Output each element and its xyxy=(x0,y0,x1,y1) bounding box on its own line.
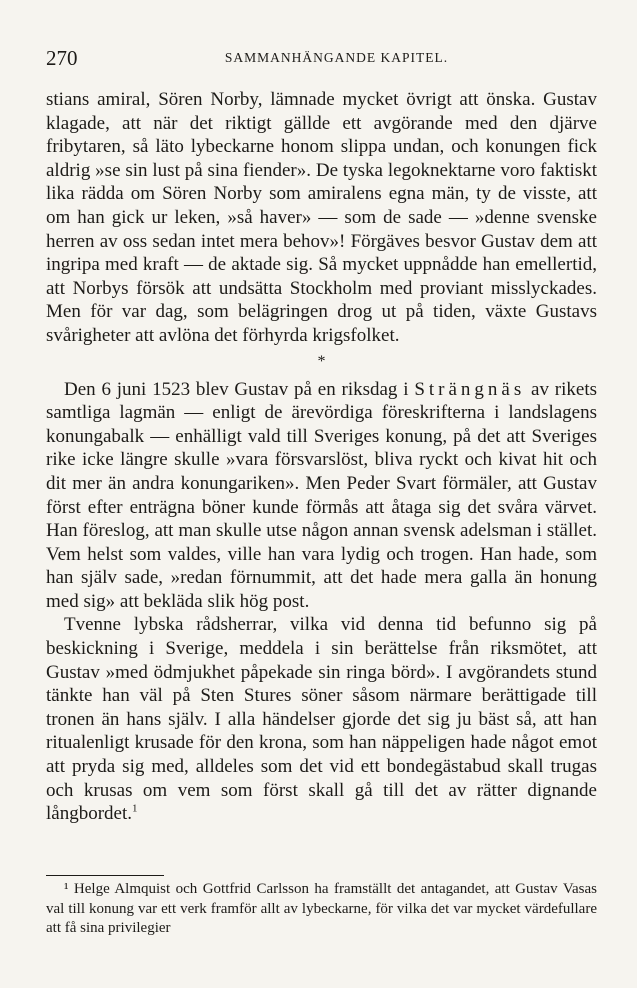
page-header xyxy=(46,46,597,72)
paragraph-riksdag xyxy=(46,378,597,614)
body-text xyxy=(46,88,597,826)
footnote-divider xyxy=(46,875,164,876)
paragraph-radsherrar xyxy=(46,613,597,825)
footnote xyxy=(46,880,597,939)
running-head: SAMMANHÄNGANDE KAPITEL. xyxy=(224,50,449,65)
paragraph-radsherrar-text: Tvenne lybska rådsherrar, vilka vid denna tid befunno sig på beskickning i Sverige, meddela i sin berättelse från riksmötet, att Gustav »med ödmjukhet påpekade sin ringa börd». I avgörandets stund tänkte han väl på Sten Stures söner såsom närmare berättigade till tronen än hans själv. I alla händelser gjorde det sig ju bäst så, att han ritualenligt krusade för den krona, som han näppeligen hade något emot att pryda sig med, alldeles som det vid ett bondegästabud skall trugas och krusas om vem som först skall gå till det av rätter dignande långbordet. xyxy=(46,614,597,825)
page-number: 270 xyxy=(46,46,78,70)
paragraph-riksdag-start: Den 6 juni 1523 blev Gustav på en riksdag i xyxy=(64,378,415,400)
paragraph-continuation: stians amiral, Sören Norby, lämnade mycket övrigt att önska. Gustav klagade, att när det riktigt gällde ett avgörande med den djärve fribytaren, så läto lybeckarne honom slippa undan, och konungen fick aldrig »se sin lust på sina fiender». De tyska legoknektarne voro faktiskt lika rädda om Sören Norby som amiralens egna män, ty de visste, att om han gick ur leken, »så haver» — som de sade — »denne svenske herren av oss sedan intet mera behov»! Förgäves besvor Gustav dem att ingripa med kraft — de aktade sig. Så mycket uppnådde han emellertid, att Norbys försök att undsätta Stockholm med proviant misslyckades. Men för var dag, som belägringen drog ut på tiden, växte Gustavs svårigheter att avlöna det förhyrda krigsfolket. xyxy=(46,89,597,346)
section-break-asterisk: * xyxy=(317,352,326,370)
paragraph-riksdag-rest: av rikets samtliga lagmän — enligt de ärevördiga föreskrifterna i landslagens konungabalk — enhälligt vald till Sveriges konung, på det att Sveriges rike icke längre skulle »vara försvarslöst, bliva ryckt och kivat hit och dit mer än andra konungariken». Men Peder Svart förmäler, att Gustav först efter enträgna böner kunde förmås att åtaga sig det svåra värvet. Han föreslog, att man skulle utse någon annan svensk adelsman i stället. Vem helst som valdes, ville han vara lydig och trogen. Han hade, som han själv sade, »redan förnummit, att det hade mera galla än honung med sig» att bekläda slik hög post. xyxy=(46,378,597,612)
footnote-marker: ¹ xyxy=(64,881,69,897)
footnote-reference: 1 xyxy=(132,802,138,815)
footnote-text: Helge Almquist och Gottfrid Carlsson ha framställt det antagandet, att Gustav Vasas val till konung var ett verk framför allt av lybeckarne, för vilka det var mycket värdefullare att få sina privilegier xyxy=(46,881,597,936)
place-name-strangnas: Strängnäs xyxy=(414,378,526,400)
